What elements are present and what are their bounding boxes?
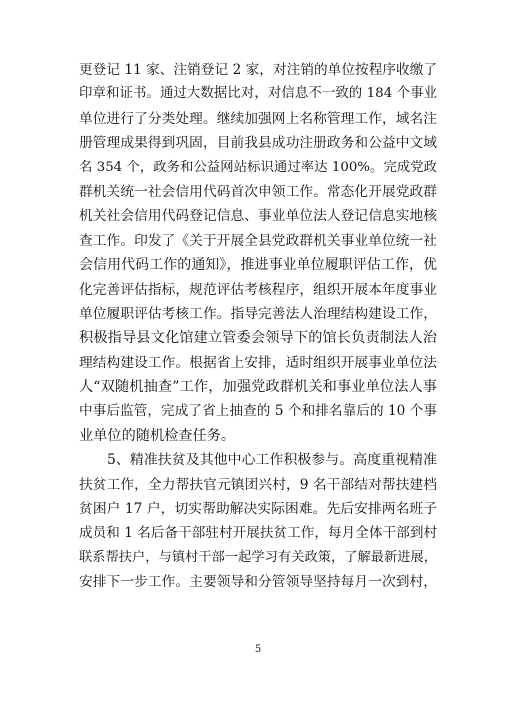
text-line: 人“双随机抽查”工作，加强党政群机关和事业单位法人事: [79, 379, 437, 396]
text-line: 联系帮扶户，与镇村干部一起学习有关政策，了解最新进展，: [79, 549, 437, 565]
text-line: 扶贫工作，全力帮扶官元镇团兴村，9 名干部结对帮扶建档: [79, 476, 437, 493]
text-line: 单位进行了分类处理。继续加强网上名称管理工作，域名注: [79, 110, 437, 127]
text-line: 安排下一步工作。主要领导和分管领导坚持每月一次到村，: [79, 574, 437, 591]
text-line: 册管理成果得到巩固，目前我县成功注册政务和公益中文域: [79, 135, 437, 152]
text-line: 会信用代码工作的通知》，推进事业单位履职评估工作，优: [79, 257, 437, 274]
text-line: 查工作。印发了《关于开展全县党政群机关事业单位统一社: [79, 232, 437, 249]
text-line: 更登记 11 家、注销登记 2 家，对注销的单位按程序收缴了: [79, 62, 437, 78]
text-line: 单位履职评估考核工作。指导完善法人治理结构建设工作，: [79, 305, 437, 322]
text-line: 化完善评估指标，规范评估考核程序，组织开展本年度事业: [79, 281, 437, 298]
text-line: 业单位的随机检查任务。: [79, 427, 236, 444]
text-line: 机关社会信用代码登记信息、事业单位法人登记信息实地核: [79, 208, 437, 225]
text-line: 印章和证书。通过大数据比对，对信息不一致的 184 个事业: [79, 86, 437, 102]
text-line: 名 354 个，政务和公益网站标识通过率达 100%。完成党政: [79, 159, 437, 175]
text-line: 成员和 1 名后备干部驻村开展扶贫工作，每月全体干部到村: [79, 525, 437, 542]
page-number: 5: [254, 644, 262, 655]
text-line: 理结构建设工作。根据省上安排，适时组织开展事业单位法: [79, 354, 437, 371]
text-line: 积极指导县文化馆建立管委会领导下的馆长负责制法人治: [79, 330, 437, 347]
body-text: [79, 58, 437, 595]
section-heading-line: 5、精准扶贫及其他中心工作积极参与。高度重视精准: [107, 452, 437, 469]
text-line: 贫困户 17 户，切实帮助解决实际困难。先后安排两名班子: [79, 501, 437, 518]
text-line: 群机关统一社会信用代码首次申领工作。常态化开展党政群: [79, 183, 437, 200]
text-line: 中事后监管，完成了省上抽查的 5 个和排名靠后的 10 个事: [79, 403, 437, 420]
